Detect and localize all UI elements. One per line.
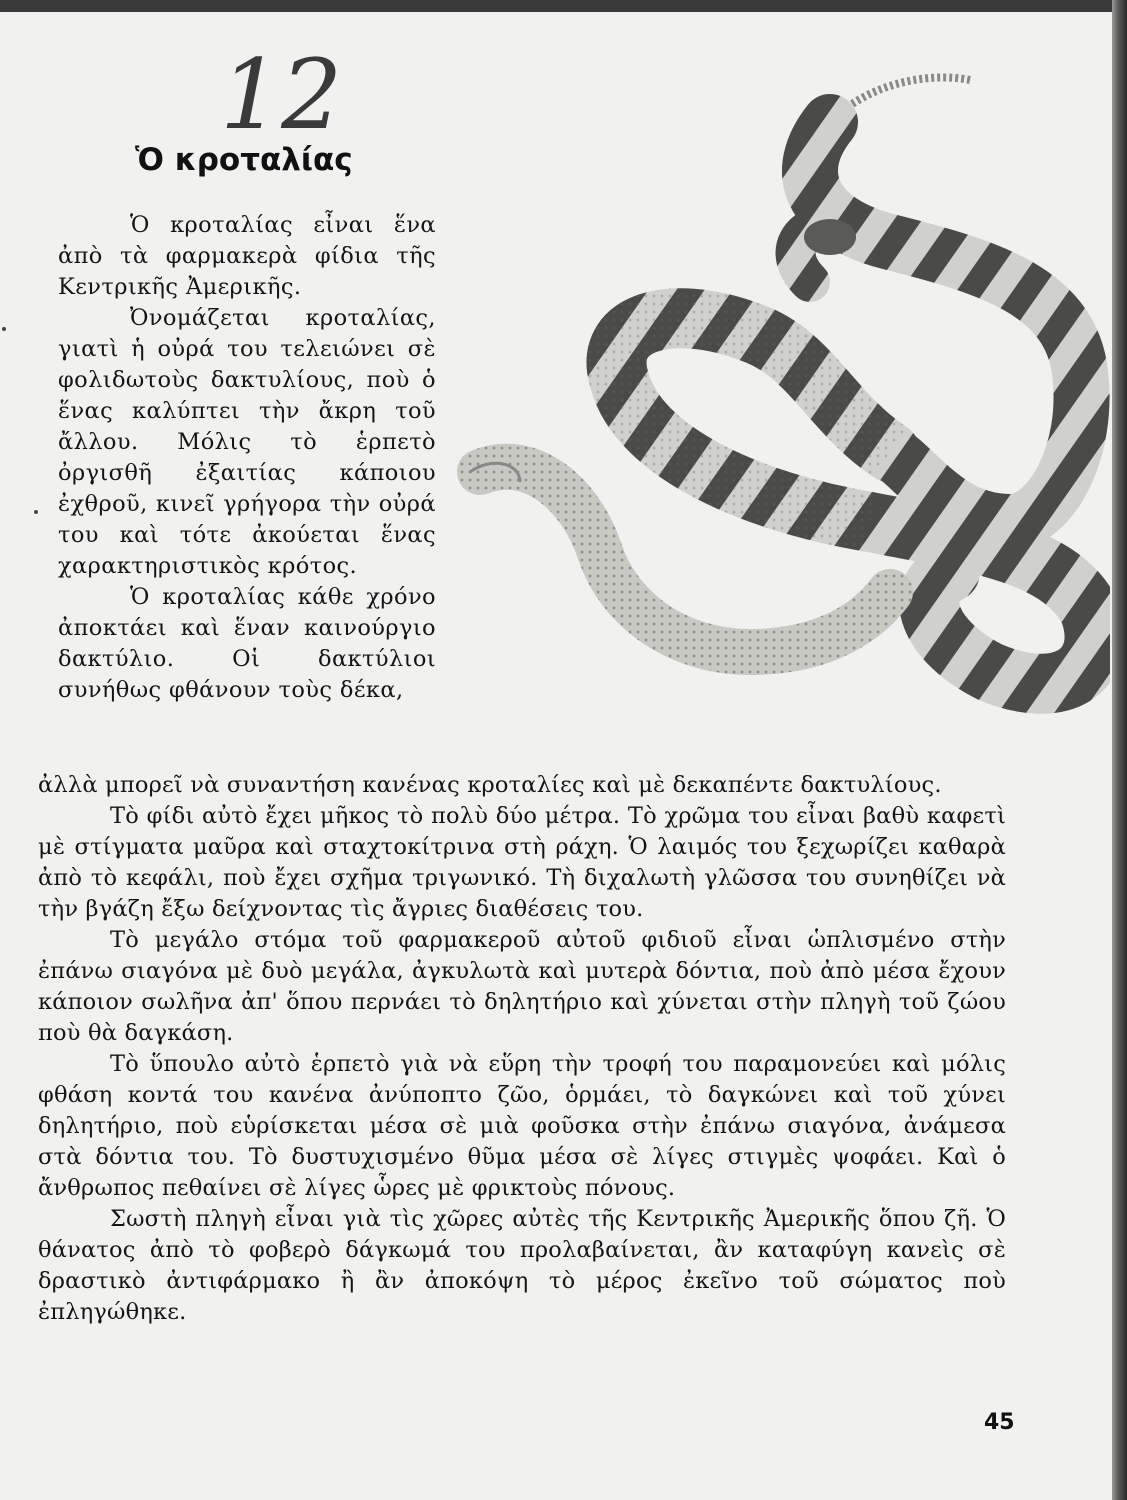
margin-dot — [34, 510, 38, 514]
paragraph-fangs: Τὸ μεγάλο στόμα τοῦ φαρμακεροῦ αὐτοῦ φιδιοῦ εἶναι ὡπλισμένο στὴν ἐπάνω σιαγόνα μὲ δυὸ μεγάλα, ἀγκυλωτὰ καὶ μυτερὰ δόντια, ποὺ ἀπὸ μέσα ἔχουν κάποιον σωλῆνα ἀπ' ὅπου περνάει τὸ δηλητήριο καὶ χύνεται στὴν πληγὴ τοῦ ζώου ποὺ θὰ δαγκάση. — [38, 927, 1006, 1046]
rattlesnake-illustration — [450, 52, 1110, 732]
paragraph-hunting: Τὸ ὕπουλο αὐτὸ ἑρπετὸ γιὰ νὰ εὕρη τὴν τροφή του παραμονεύει καὶ μόλις φθάση κοντά του κανένα ἀνύποπτο ζῶο, ὁρμάει, τὸ δαγκώνει καὶ τοῦ χύνει δηλητήριο, ποὺ εὑρίσκεται μέσα σὲ μιὰ φοῦσκα στὴν ἐπάνω σιαγόνα, ἀνάμεσα στὰ δόντια του. Τὸ δυστυχισμένο θῦμα μέσα σὲ λίγες στιγμὲς ψοφάει. Καὶ ὁ ἄνθρωπος πεθαίνει σὲ λίγες ὧρες μὲ φρικτοὺς πόνους. — [38, 1051, 1006, 1201]
margin-dot — [2, 327, 6, 331]
page-number: 45 — [984, 1410, 1015, 1435]
paragraph-rings: Ὁ κροταλίας κάθε χρόνο ἀποκτάει καὶ ἕναν καινούργιο δακτύλιο. Οἱ δακτύλιοι συνήθως φθάνουν τοὺς δέκα, — [58, 584, 436, 703]
page-title: Ὁ κροταλίας — [135, 142, 353, 178]
continuation-line: ἀλλὰ μπορεῖ νὰ συναντήση κανένας κροταλίες καὶ μὲ δεκαπέντε δακτυλίους. — [38, 772, 942, 798]
svg-text:12: 12 — [220, 40, 343, 150]
paragraph-appearance: Τὸ φίδι αὐτὸ ἔχει μῆκος τὸ πολὺ δύο μέτρα. Τὸ χρῶμα του εἶναι βαθὺ καφετὶ μὲ στίγματα μαῦρα καὶ σταχτοκίτρινα στὴ ράχη. Ὁ λαιμός του ξεχωρίζει καθαρὰ ἀπὸ τὸ κεφάλι, ποὺ ἔχει σχῆμα τριγωνικό. Τὴ διχαλωτὴ γλῶσσα του συνηθίζει νὰ τὴν βγάζη ἔξω δείχνοντας τὶς ἄγριες διαθέσεις του. — [38, 803, 1006, 922]
book-spine-shadow — [1112, 0, 1127, 1500]
paragraph-danger: Σωστὴ πληγὴ εἶναι γιὰ τὶς χῶρες αὐτὲς τῆς Κεντρικῆς Ἀμερικῆς ὅπου ζῆ. Ὁ θάνατος ἀπὸ τὸ φοβερὸ δάγκωμά του προλαβαίνεται, ἂν καταφύγη κανεὶς σὲ δραστικὸ ἀντιφάρμακο ἢ ἂν ἀποκόψη τὸ μέρος ἐκεῖνο τοῦ σώματος ποὺ ἐπληγώθηκε. — [38, 1206, 1006, 1325]
column-text — [58, 210, 436, 706]
full-width-text — [38, 770, 1006, 1328]
paragraph-intro: Ὁ κροταλίας εἶναι ἕνα ἀπὸ τὰ φαρμακερὰ φίδια τῆς Κεντρικῆς Ἀμερικῆς. — [58, 212, 436, 300]
paragraph-name-origin: Ὀνομάζεται κροταλίας, γιατὶ ἡ οὐρά του τελειώνει σὲ φολιδωτοὺς δακτυλίους, ποὺ ὁ ἕνας καλύπτει τὴν ἄκρη τοῦ ἄλλου. Μόλις τὸ ἑρπετὸ ὀργισθῆ ἐξαιτίας κάποιου ἐχθροῦ, κινεῖ γρήγορα τὴν οὐρά του καὶ τότε ἀκούεται ἕνας χαρακτηριστικὸς κρότος. — [58, 305, 436, 579]
book-page — [0, 12, 1112, 1500]
handwritten-page-number — [210, 40, 380, 150]
